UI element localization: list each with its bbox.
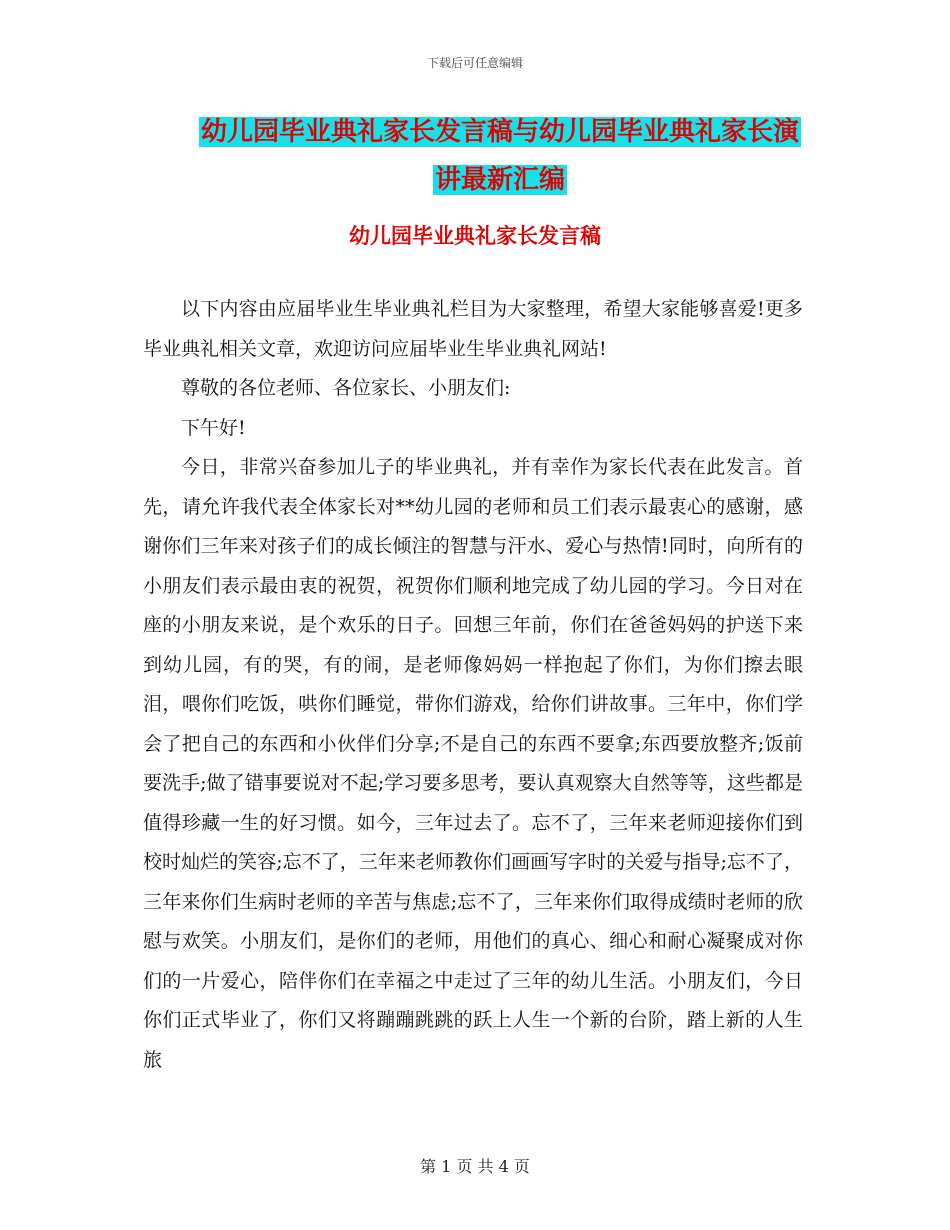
page-footer: 第 1 页 共 4 页 (420, 1157, 530, 1176)
section-title: 幼儿园毕业典礼家长发言稿 (349, 224, 601, 248)
paragraph-main: 今日，非常兴奋参加儿子的毕业典礼，并有幸作为家长代表在此发言。首先，请允许我代表全体家长对**幼儿园的老师和员工们表示最衷心的感谢，感谢你们三年来对孩子们的成长倾注的智慧与汗水、爱心与热情!同时，向所有的小朋友们表示最由衷的祝贺，祝贺你们顺利地完成了幼儿园的学习。今日对在座的小朋友来说，是个欢乐的日子。回想三年前，你们在爸爸妈妈的护送下来到幼儿园，有的哭，有的闹，是老师像妈妈一样抱起了你们，为你们擦去眼泪，喂你们吃饭，哄你们睡觉，带你们游戏，给你们讲故事。三年中，你们学会了把自己的东西和小伙伴们分享;不是自己的东西不要拿;东西要放整齐;饭前要洗手;做了错事要说对不起;学习要多思考，要认真观察大自然等等，这些都是值得珍藏一生的好习惯。如今，三年过去了。忘不了，三年来老师迎接你们到校时灿烂的笑容;忘不了，三年来老师教你们画画写字时的关爱与指导;忘不了，三年来你们生病时老师的辛苦与焦虑;忘不了，三年来你们取得成绩时老师的欣慰与欢笑。小朋友们，是你们的老师，用他们的真心、细心和耐心凝聚成对你们的一片爱心，陪伴你们在幸福之中走过了三年的幼儿生活。小朋友们，今日你们正式毕业了，你们又将蹦蹦跳跳的跃上人生一个新的台阶，踏上新的人生旅 (143, 456, 803, 1071)
page-header-note: 下载后可任意编辑 (426, 56, 523, 70)
paragraph-intro: 以下内容由应届毕业生毕业典礼栏目为大家整理，希望大家能够喜爱!更多毕业典礼相关文章，欢迎访问应届毕业生毕业典礼网站! (143, 298, 803, 360)
document-title-line-2: 讲最新汇编 (434, 165, 565, 195)
paragraph-salutation: 尊敬的各位老师、各位家长、小朋友们: (181, 377, 511, 399)
paragraph-greeting: 下午好! (181, 416, 246, 439)
document-body (143, 290, 803, 1080)
document-title (190, 108, 810, 204)
document-title-line-1: 幼儿园毕业典礼家长发言稿与幼儿园毕业典礼家长演 (200, 117, 799, 147)
